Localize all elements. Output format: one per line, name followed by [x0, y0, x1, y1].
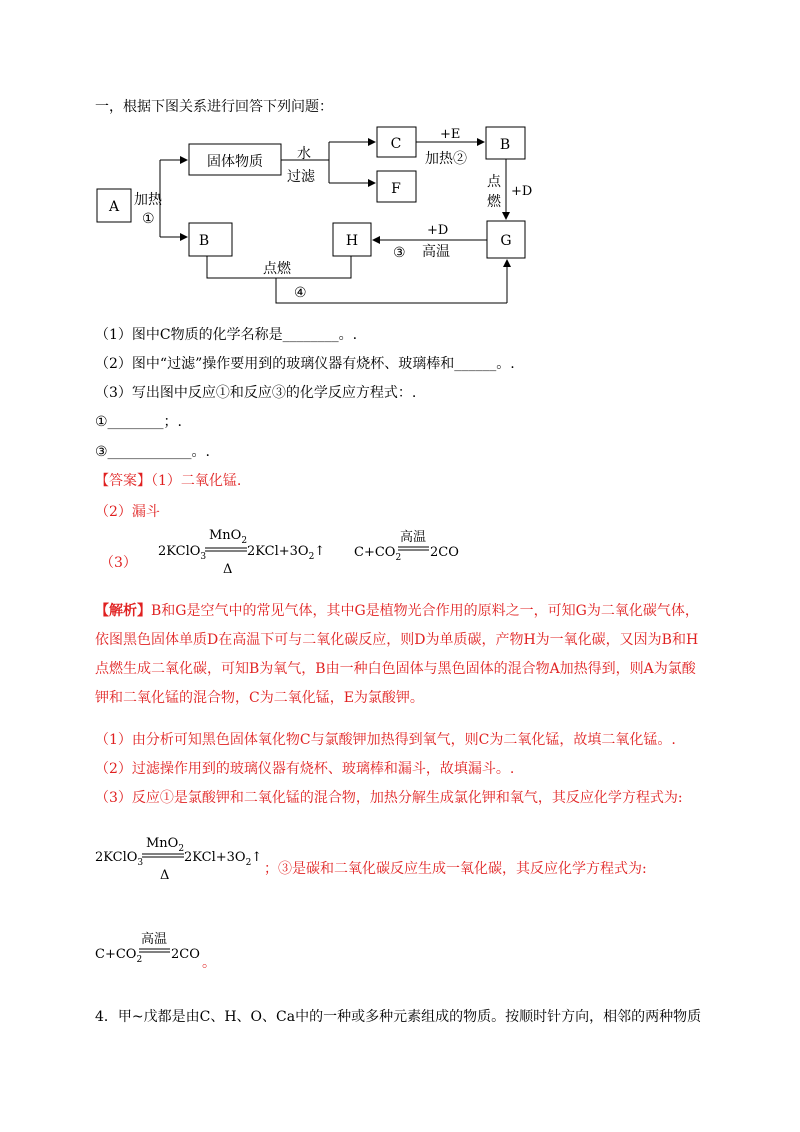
box-b-low: [189, 223, 232, 256]
label-r4: ④: [294, 285, 307, 301]
reaction-diagram: [0, 0, 800, 320]
label-plus-d1: +D: [511, 184, 533, 199]
analysis-4: ；③是碳和二氧化碳反应生成一氧化碳，其反应化学方程式为:: [264, 861, 647, 877]
svg-text:2KCl+3O2↑: $2KCl+3O_2↑$: [184, 850, 263, 868]
label-h: H: [345, 233, 359, 249]
label-ran: 燃: [487, 194, 501, 210]
question-3a-blank: ①________；.: [95, 414, 183, 430]
label-a: A: [108, 199, 120, 215]
equation-kclo3-answer: [155, 522, 335, 580]
label-dian: 点: [487, 174, 501, 190]
question-intro: 一，根据下图关系进行回答下列问题：: [95, 99, 333, 115]
label-f: F: [391, 181, 401, 197]
analysis-2: （2）过滤操作用到的玻璃仪器有烧杯、玻璃棒和漏斗，故填漏斗。.: [95, 761, 515, 777]
svg-text:Δ: Δ: [223, 562, 233, 577]
label-plus-d2: +D: [427, 223, 449, 238]
label-solid: 固体物质: [207, 154, 263, 170]
analysis-text: B和G是空气中的常见气体，其中G是植物光合作用的原料之一，可知G为二氧化碳气体，依图黑色固体单质D在高温下可与二氧化碳反应，则D为单质碳，产物H为一氧化碳，又因为B和H点燃生成二氧化碳，可知B为氧气，B由一种白色固体与黑色固体的混合物A加热得到，则A为氯酸钾和二氧化锰的混合物，C为二氧化锰，E为氯酸钾。: [95, 603, 699, 706]
label-plus-e: +E: [440, 127, 461, 142]
svg-text:2KClO3: 2KClO$_3$: [158, 544, 207, 562]
svg-text:MnO2: MnO$_2$: [146, 836, 185, 854]
answer-2: （2）漏斗: [95, 504, 160, 520]
equation-kclo3-analysis: [92, 835, 272, 893]
label-water: 水: [297, 146, 311, 162]
analysis-3: （3）反应①是氯酸钾和二氧化锰的混合物，加热分解生成氯化钾和氧气，其反应化学方程式为:: [95, 790, 683, 806]
answer-1: （1）二氧化锰.: [151, 473, 242, 489]
svg-text:C+CO2: $C+CO_2$: [354, 545, 402, 563]
answer-3-label: （3）: [100, 555, 137, 571]
equation-c-co2-analysis: [93, 928, 213, 968]
question-1: （1）图中C物质的化学名称是________。.: [95, 327, 358, 343]
label-g: G: [500, 233, 512, 249]
svg-text:2KCl+3O2↑: $2KCl+3O_2↑$: [247, 544, 326, 562]
question-2: （2）图中“过滤”操作要用到的玻璃仪器有烧杯、玻璃棒和______。.: [95, 356, 515, 372]
label-c: C: [390, 136, 402, 152]
equation-c-co2-answer: [352, 528, 472, 568]
svg-text:高温: 高温: [141, 932, 168, 947]
svg-text:2KClO3: 2KClO$_3$: [95, 850, 144, 868]
label-filter: 过滤: [287, 169, 315, 185]
question-3b-blank: ③____________。.: [95, 444, 211, 460]
answer-tag: 【答案】: [95, 473, 151, 489]
svg-text:MnO2: MnO$_2$: [209, 528, 248, 546]
label-r1: ①: [142, 211, 155, 227]
analysis-end: 。: [202, 955, 216, 971]
analysis-tag: 【解析】: [95, 603, 151, 619]
svg-text:高温: 高温: [400, 530, 427, 545]
label-ignite: 点燃: [263, 261, 291, 277]
svg-text:Δ: Δ: [160, 868, 170, 883]
next-question: 4．甲~戊都是由C、H、O、Ca中的一种或多种元素组成的物质。按顺时针方向，相邻的两种物质: [95, 1009, 702, 1025]
label-high-temp: 高温: [422, 244, 450, 260]
svg-text:C+CO2: $C+CO_2$: [95, 947, 143, 965]
question-3: （3）写出图中反应①和反应③的化学反应方程式：.: [95, 385, 417, 401]
label-r3: ③: [393, 245, 406, 261]
label-b-top: B: [499, 137, 511, 153]
label-heat: 加热: [134, 192, 162, 208]
analysis-paragraph: [95, 597, 709, 713]
answer-line-1: [95, 472, 241, 490]
label-heat2: 加热②: [425, 151, 467, 167]
label-b-low: B: [198, 233, 210, 249]
analysis-1: （1）由分析可知黑色固体氧化物C与氯酸钾加热得到氧气，则C为二氧化锰，故填二氧化锰。.: [95, 732, 676, 748]
svg-text:2CO: 2CO: [171, 947, 200, 962]
svg-text:2CO: 2CO: [430, 545, 459, 560]
